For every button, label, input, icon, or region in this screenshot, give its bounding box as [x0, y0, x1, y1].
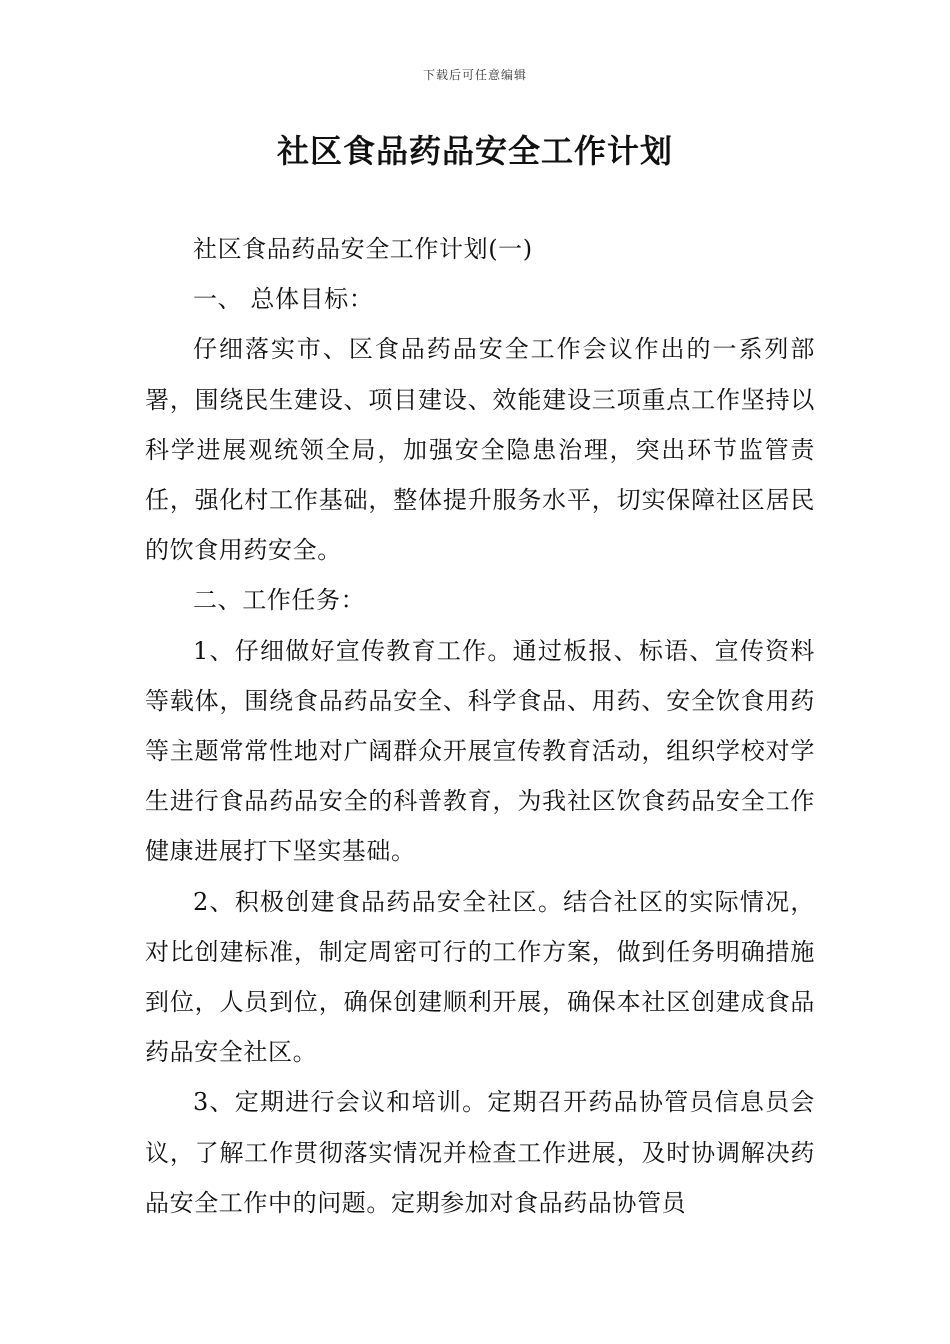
document-body [145, 224, 815, 1228]
page-header-note: 下载后可任意编辑 [422, 68, 527, 82]
paragraph-body: 仔细落实市、区食品药品安全工作会议作出的一系列部署，围绕民生建设、项目建设、效能建设三项重点工作坚持以科学进展观统领全局，加强安全隐患治理，突出环节监管责任，强化村工作基础，整体提升服务水平，切实保障社区居民的饮食用药安全。 [145, 335, 815, 565]
paragraph-section-heading: 一、 总体目标： [193, 285, 374, 314]
document-title: 社区食品药品安全工作计划 [276, 132, 673, 170]
paragraph-subtitle: 社区食品药品安全工作计划(一) [193, 235, 533, 263]
paragraph-body: 1、仔细做好宣传教育工作。通过板报、标语、宣传资料等载体，围绕食品药品安全、科学食品、用药、安全饮食用药等主题常常性地对广阔群众开展宣传教育活动，组织学校对学生进行食品药品安全的科普教育，为我社区饮食药品安全工作健康进展打下坚实基础。 [145, 636, 815, 866]
paragraph-body: 2、积极创建食品药品安全社区。结合社区的实际情况，对比创建标准，制定周密可行的工作方案，做到任务明确措施到位，人员到位，确保创建顺利开展，确保本社区创建成食品药品安全社区。 [145, 887, 815, 1067]
paragraph-body: 3、定期进行会议和培训。定期召开药品协管员信息员会议，了解工作贯彻落实情况并检查工作进展，及时协调解决药品安全工作中的问题。定期参加对食品药品协管员 [145, 1088, 815, 1217]
paragraph-section-heading: 二、工作任务： [193, 586, 366, 615]
